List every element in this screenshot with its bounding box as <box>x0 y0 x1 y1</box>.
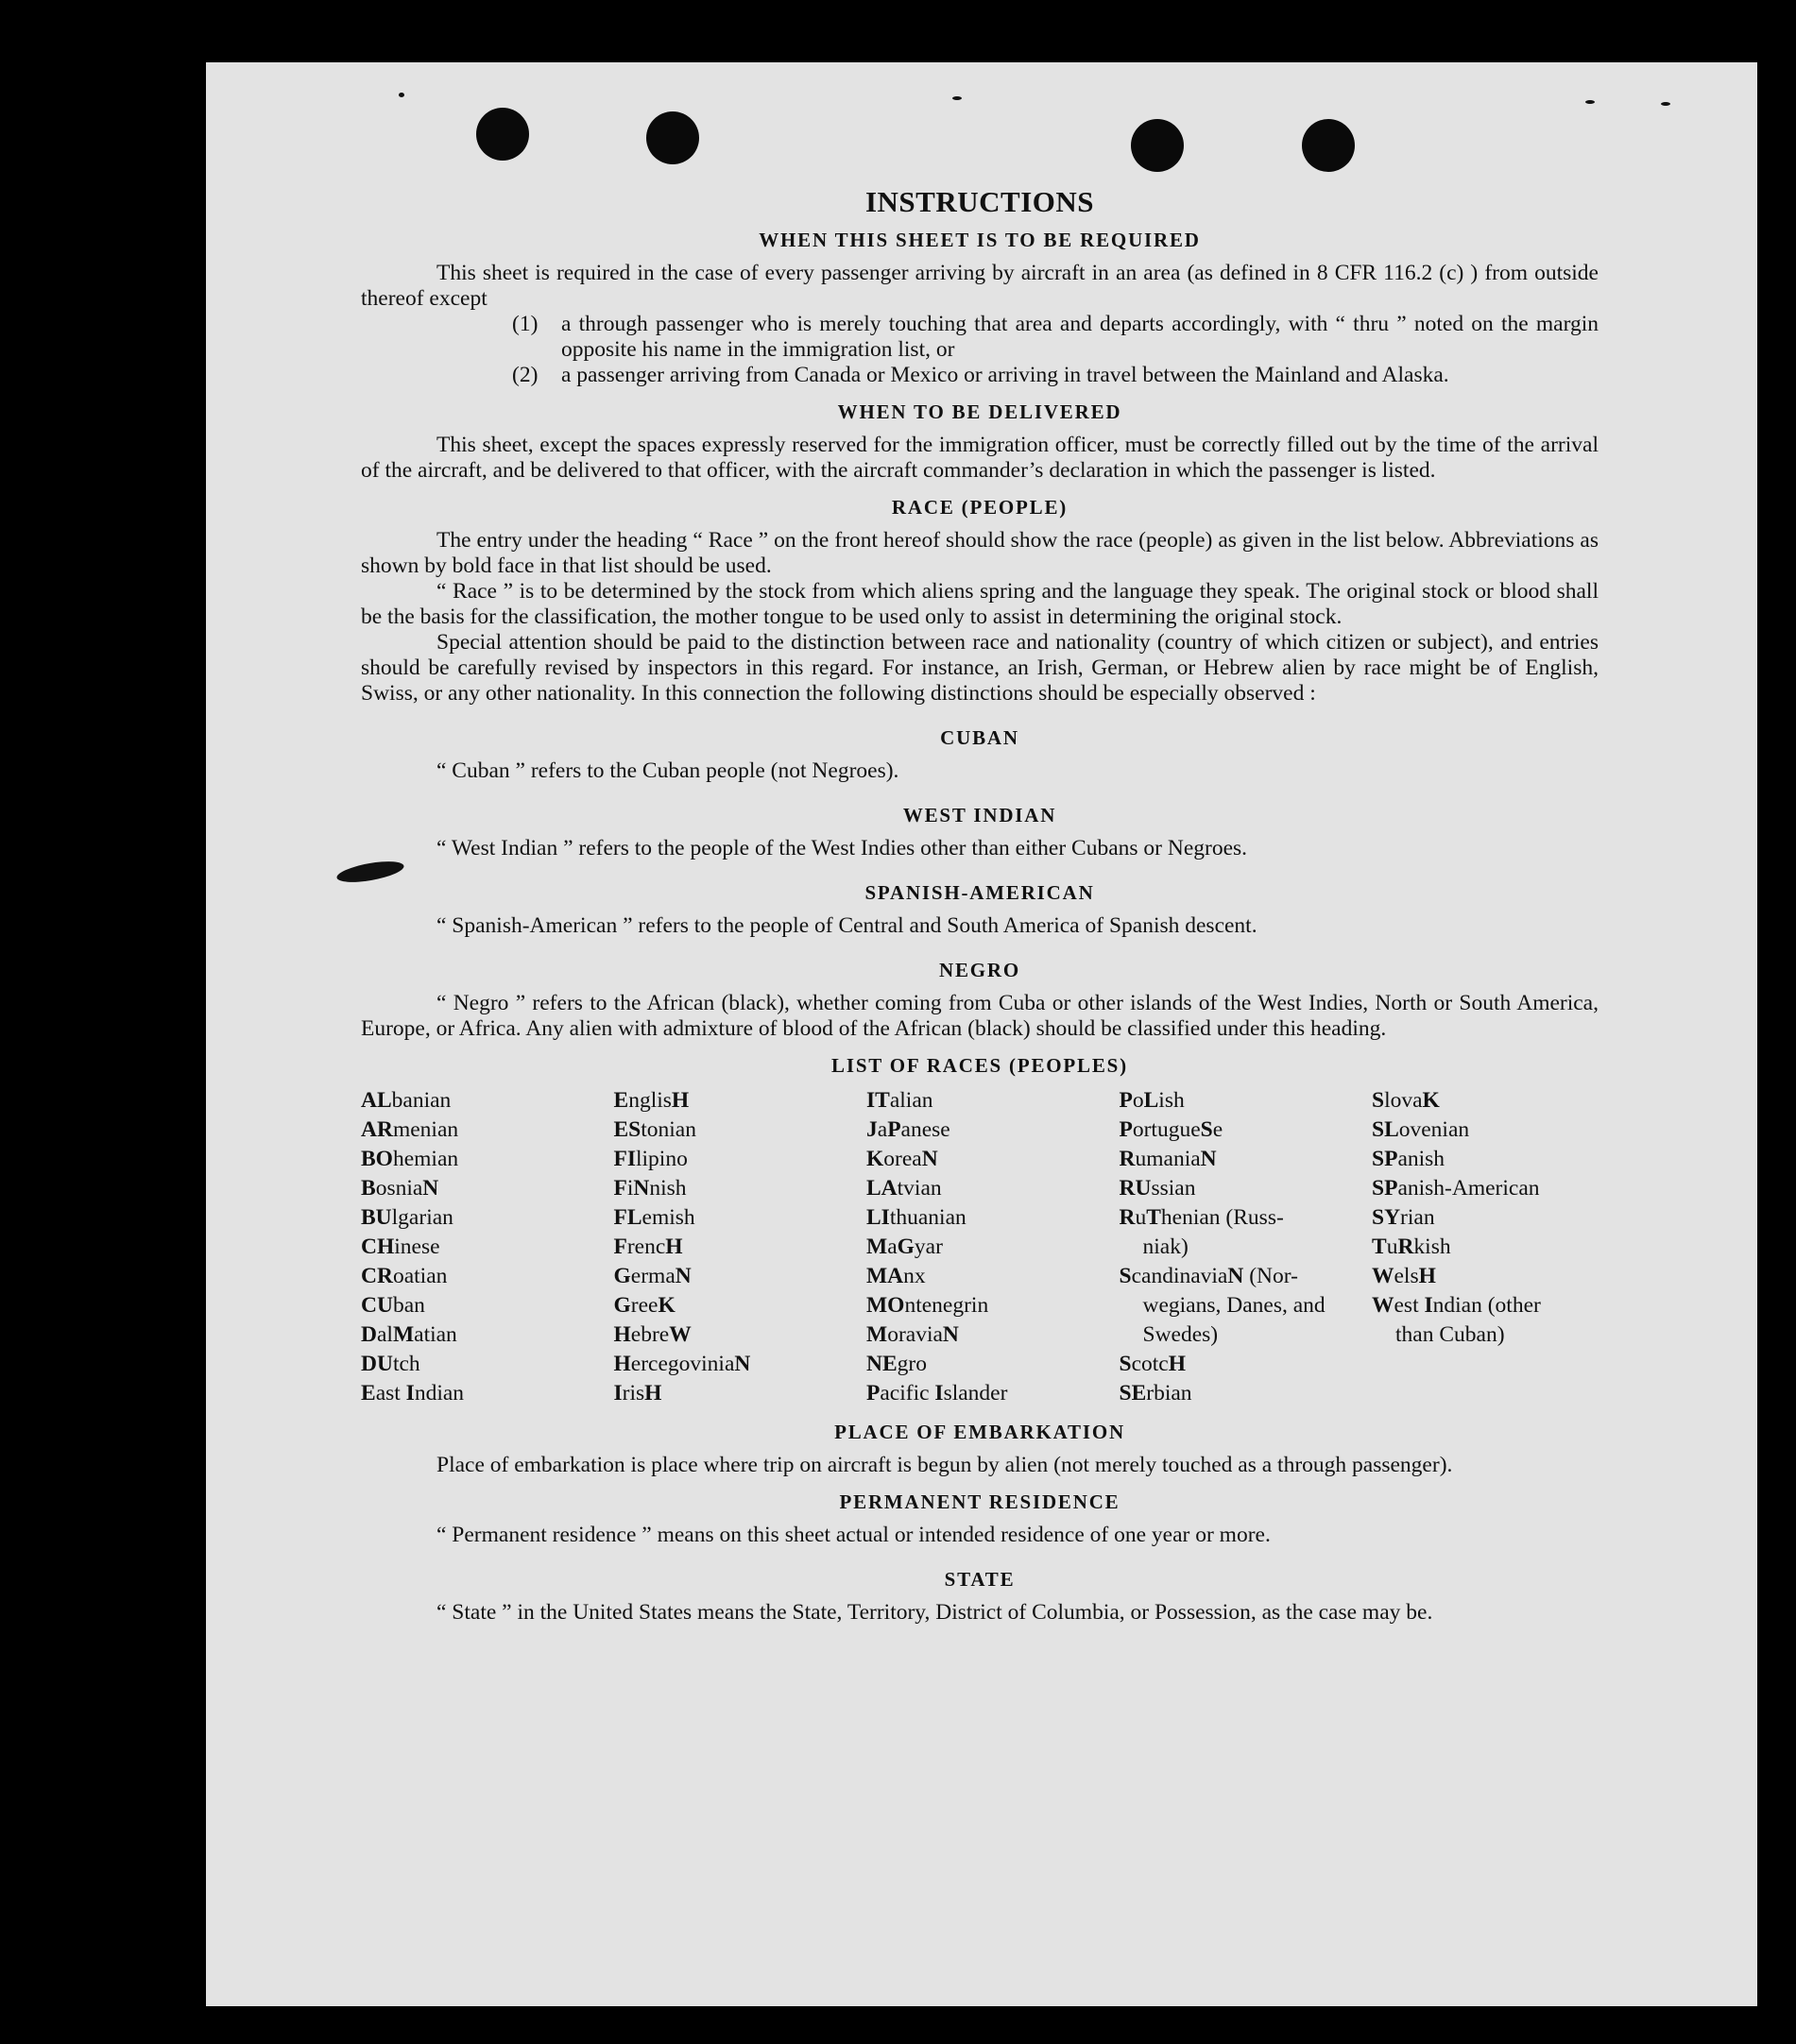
race-abbreviation: M <box>392 1322 415 1347</box>
race-name-part: menian <box>392 1117 459 1142</box>
race-name-part: kish <box>1413 1235 1451 1259</box>
permanent-residence-text: “ Permanent residence ” means on this sheet actual or intended residence of one year or more. <box>436 1523 1271 1547</box>
race-abbreviation: AR <box>361 1117 393 1142</box>
race-abbreviation: P <box>887 1117 901 1142</box>
race-entry <box>866 1379 1093 1408</box>
race-entry <box>361 1350 588 1379</box>
race-abbreviation: FI <box>613 1147 636 1171</box>
race-abbreviation: BU <box>361 1205 392 1230</box>
races-column <box>361 1086 588 1408</box>
punch-hole <box>1302 119 1355 172</box>
race-name-part: ebre <box>630 1322 670 1347</box>
race-abbreviation: AL <box>361 1088 392 1113</box>
race-abbreviation: W <box>1372 1293 1394 1318</box>
race-abbreviation: MO <box>866 1293 905 1318</box>
ink-speck <box>1661 102 1670 106</box>
race-name-part: ovenian <box>1398 1117 1470 1142</box>
race-abbreviation: K <box>1422 1088 1440 1113</box>
race-entry <box>614 1262 841 1291</box>
race-abbreviation: B <box>361 1176 376 1201</box>
exception-item <box>512 363 1599 388</box>
race-abbreviation: CU <box>361 1293 393 1318</box>
race-abbreviation: P <box>866 1381 881 1405</box>
race-entry <box>866 1320 1093 1350</box>
exception-item <box>512 312 1599 363</box>
race-name-part: alian <box>889 1088 933 1113</box>
race-entry <box>866 1233 1093 1262</box>
race-name-part: (Nor- <box>1243 1264 1298 1288</box>
exception-number: (2) <box>512 363 539 387</box>
race-name-part: nish <box>649 1176 687 1201</box>
embarkation-text: Place of embarkation is place where trip on aircraft is begun by alien (not merely touched as a through passenger). <box>436 1453 1453 1477</box>
race-name-part: ban <box>392 1293 425 1318</box>
race-entry <box>614 1116 841 1145</box>
race-name-part: u <box>1386 1235 1398 1259</box>
race-abbreviation: IT <box>866 1088 890 1113</box>
race-entry <box>614 1174 841 1203</box>
race-abbreviation: SP <box>1372 1176 1398 1201</box>
race-entry <box>361 1086 588 1116</box>
race-abbreviation: P <box>1119 1117 1133 1142</box>
race-abbreviation: K <box>658 1293 676 1318</box>
race-abbreviation: N <box>921 1147 938 1171</box>
race-abbreviation: N <box>675 1264 692 1288</box>
race-name-part: anese <box>900 1117 950 1142</box>
races-column <box>1372 1086 1599 1408</box>
race-name-part: candinavia <box>1131 1264 1228 1288</box>
races-column <box>1120 1086 1346 1408</box>
race-name-part: ntenegrin <box>904 1293 989 1318</box>
race-abbreviation: F <box>613 1176 627 1201</box>
race-name-part: oatian <box>392 1264 448 1288</box>
race-entry <box>866 1350 1093 1379</box>
race-abbreviation: T <box>1372 1235 1387 1259</box>
race-entry <box>1120 1350 1346 1379</box>
race-entry <box>614 1203 841 1233</box>
ink-speck <box>952 96 962 100</box>
race-entry <box>1372 1174 1599 1203</box>
punch-hole <box>476 108 529 161</box>
race-abbreviation: FL <box>613 1205 642 1230</box>
race-abbreviation: W <box>1372 1264 1394 1288</box>
race-name-part: hemian <box>392 1147 459 1171</box>
race-entry <box>614 1233 841 1262</box>
race-abbreviation: CR <box>361 1264 393 1288</box>
heading-permanent-residence: PERMANENT RESIDENCE <box>839 1490 1120 1513</box>
race-abbreviation: E <box>361 1381 376 1405</box>
instructions-content <box>361 185 1599 1626</box>
ink-speck <box>1585 100 1595 104</box>
race-name-part: ris <box>622 1381 645 1405</box>
race-name-part: oravia <box>887 1322 943 1347</box>
race-entry <box>1120 1174 1346 1203</box>
races-column <box>866 1086 1093 1408</box>
race-abbreviation: DU <box>361 1352 393 1376</box>
heading-when-delivered: WHEN TO BE DELIVERED <box>837 400 1122 423</box>
race-entry <box>1372 1086 1599 1116</box>
heading-embarkation: PLACE OF EMBARKATION <box>834 1421 1125 1443</box>
race-abbreviation: S <box>1200 1117 1213 1142</box>
race-entry <box>1372 1291 1599 1350</box>
race-name-part: gro <box>897 1352 927 1376</box>
race-name-part: rian <box>1400 1205 1435 1230</box>
race-name-part: banian <box>391 1088 452 1113</box>
race-abbreviation: S <box>1119 1352 1132 1376</box>
race-entry <box>1120 1203 1346 1262</box>
race-abbreviation: I <box>613 1381 623 1405</box>
race-entry <box>361 1174 588 1203</box>
page-title: INSTRUCTIONS <box>864 185 1094 218</box>
race-abbreviation: R <box>1397 1235 1414 1259</box>
race-paragraph-2: “ Race ” is to be determined by the stock from which aliens spring and the language they speak. The original stock or blood shall be the basis for the classification, the mother tongue to be used only to assist in determining the original stock. <box>361 579 1599 629</box>
heading-spanish-american: SPANISH-AMERICAN <box>864 881 1095 904</box>
race-abbreviation: E <box>613 1088 629 1113</box>
race-abbreviation: LI <box>866 1205 890 1230</box>
race-name-part: e <box>1212 1117 1223 1142</box>
race-abbreviation: T <box>1146 1205 1161 1230</box>
race-name-part: u <box>1135 1205 1147 1230</box>
race-entry <box>614 1379 841 1408</box>
race-entry <box>866 1174 1093 1203</box>
race-abbreviation: H <box>1168 1352 1186 1376</box>
race-name-part: a <box>887 1235 898 1259</box>
race-entry <box>1372 1233 1599 1262</box>
race-name-part: els <box>1394 1264 1419 1288</box>
race-abbreviation: N <box>1200 1147 1217 1171</box>
race-name-continuation: than Cuban) <box>1395 1322 1505 1347</box>
race-abbreviation: F <box>613 1235 627 1259</box>
race-name-part: ndian (other <box>1432 1293 1541 1318</box>
race-entry <box>614 1145 841 1174</box>
race-name-part: henian (Russ- <box>1160 1205 1284 1230</box>
race-abbreviation: J <box>866 1117 878 1142</box>
race-entry <box>1372 1203 1599 1233</box>
race-entry <box>361 1116 588 1145</box>
race-abbreviation: L <box>1143 1088 1159 1113</box>
race-abbreviation: H <box>1418 1264 1436 1288</box>
race-abbreviation: ES <box>613 1117 641 1142</box>
race-name-part: tonian <box>641 1117 696 1142</box>
race-abbreviation: SP <box>1372 1147 1398 1171</box>
state-text: “ State ” in the United States means the State, Territory, District of Columbia, or Possession, as the case may be. <box>436 1600 1433 1625</box>
race-entry <box>866 1291 1093 1320</box>
race-paragraph-1: The entry under the heading “ Race ” on the front hereof should show the race (people) as given in the list below. Abbreviations as shown by bold face in that list should be used. <box>361 528 1599 578</box>
race-name-part: nglis <box>628 1088 672 1113</box>
race-name-part: renc <box>626 1235 666 1259</box>
race-name-part: al <box>376 1322 393 1347</box>
race-abbreviation: D <box>361 1322 377 1347</box>
race-paragraph-3: Special attention should be paid to the distinction between race and nationality (country of which citizen or subject), and entries should be carefully revised by inspectors in this regard. For instance, an Irish, German, or Hebrew alien by race might be of English, Swiss, or any other nationality. In this connection the following distinctions should be especially observed : <box>361 630 1599 706</box>
race-name-part: ree <box>630 1293 659 1318</box>
race-abbreviation: H <box>665 1235 683 1259</box>
race-abbreviation: H <box>644 1381 662 1405</box>
race-entry <box>866 1116 1093 1145</box>
race-abbreviation: SY <box>1372 1205 1401 1230</box>
west-indian-text: “ West Indian ” refers to the people of the West Indies other than either Cubans or Negroes. <box>436 836 1248 860</box>
race-name-part: thuanian <box>889 1205 966 1230</box>
race-entry <box>361 1145 588 1174</box>
race-name-part: erma <box>630 1264 676 1288</box>
race-entry <box>361 1233 588 1262</box>
race-abbreviation: H <box>671 1088 690 1113</box>
race-entry <box>1372 1145 1599 1174</box>
exception-text: a passenger arriving from Canada or Mexico or arriving in travel between the Mainland and Alaska. <box>561 363 1449 387</box>
ink-speck <box>399 93 404 97</box>
negro-text: “ Negro ” refers to the African (black), whether coming from Cuba or other islands of the West Indies, North or South America, Europe, or Africa. Any alien with admixture of blood of the African (black) should be classified under this heading. <box>361 991 1599 1041</box>
race-entry <box>1120 1379 1346 1408</box>
race-name-part: i <box>626 1176 634 1201</box>
race-name-part: anish <box>1397 1147 1445 1171</box>
race-entry <box>361 1291 588 1320</box>
race-entry <box>1372 1262 1599 1291</box>
race-entry <box>361 1379 588 1408</box>
race-abbreviation: R <box>1119 1147 1136 1171</box>
race-abbreviation: G <box>613 1293 631 1318</box>
race-abbreviation: W <box>669 1322 692 1347</box>
race-name-part: est <box>1394 1293 1425 1318</box>
race-abbreviation: BO <box>361 1147 393 1171</box>
race-name-part: tvian <box>897 1176 942 1201</box>
race-abbreviation: M <box>866 1322 888 1347</box>
race-abbreviation: N <box>1227 1264 1244 1288</box>
race-name-part: tch <box>392 1352 420 1376</box>
race-entry <box>866 1086 1093 1116</box>
race-name-part: umania <box>1135 1147 1201 1171</box>
race-name-part: rbian <box>1146 1381 1192 1405</box>
race-name-part: inese <box>394 1235 440 1259</box>
race-name-part: nx <box>903 1264 926 1288</box>
heading-race: RACE (PEOPLE) <box>891 496 1069 519</box>
punch-hole <box>1131 119 1184 172</box>
race-abbreviation: N <box>633 1176 650 1201</box>
race-abbreviation: N <box>734 1352 751 1376</box>
race-name-part: atian <box>414 1322 457 1347</box>
punch-hole <box>646 111 699 164</box>
exception-text: a through passenger who is merely touching that area and departs accordingly, with “ thru ” noted on the margin opposite his name in the immigration list, or <box>561 312 1599 362</box>
race-name-part: emish <box>641 1205 695 1230</box>
race-entry <box>614 1320 841 1350</box>
race-name-part: ortugue <box>1132 1117 1201 1142</box>
race-name-part: o <box>1132 1088 1144 1113</box>
race-name-part: ndian <box>414 1381 465 1405</box>
race-abbreviation: SE <box>1119 1381 1147 1405</box>
races-column <box>614 1086 841 1408</box>
race-abbreviation: SL <box>1372 1117 1399 1142</box>
heading-negro: NEGRO <box>938 959 1020 981</box>
race-name-part: orea <box>883 1147 922 1171</box>
when-delivered-text: This sheet, except the spaces expressly reserved for the immigration officer, must be correctly filled out by the time of the arrival of the aircraft, and be delivered to that officer, with the aircraft commander’s declaration in which the passenger is listed. <box>361 433 1599 483</box>
race-abbreviation: R <box>1119 1205 1136 1230</box>
race-name-part: yar <box>914 1235 943 1259</box>
race-entry <box>614 1291 841 1320</box>
spanish-american-text: “ Spanish-American ” refers to the people of Central and South America of Spanish descent. <box>436 913 1257 938</box>
race-name-part: slander <box>943 1381 1008 1405</box>
race-entry <box>1372 1116 1599 1145</box>
race-abbreviation: CH <box>361 1235 395 1259</box>
race-abbreviation: H <box>613 1322 631 1347</box>
cuban-text: “ Cuban ” refers to the Cuban people (not Negroes). <box>436 758 899 783</box>
race-entry <box>1120 1116 1346 1145</box>
race-abbreviation: LA <box>866 1176 898 1201</box>
race-name-part: cotc <box>1131 1352 1169 1376</box>
when-required-intro: This sheet is required in the case of every passenger arriving by aircraft in an area (as defined in 8 CFR 116.2 (c) ) from outside thereof except <box>361 261 1599 311</box>
race-name-part: lipino <box>636 1147 688 1171</box>
race-abbreviation: M <box>866 1235 888 1259</box>
race-abbreviation: I <box>405 1381 415 1405</box>
heading-west-indian: WEST INDIAN <box>902 804 1057 826</box>
race-abbreviation: MA <box>866 1264 904 1288</box>
race-abbreviation: H <box>613 1352 631 1376</box>
race-entry <box>866 1203 1093 1233</box>
race-name-continuation: wegians, Danes, and Swedes) <box>1142 1293 1326 1347</box>
race-name-part: ssian <box>1151 1176 1196 1201</box>
race-abbreviation: N <box>942 1322 959 1347</box>
race-name-part: ish <box>1158 1088 1185 1113</box>
heading-state: STATE <box>944 1568 1016 1591</box>
heading-cuban: CUBAN <box>940 726 1019 749</box>
race-name-part: lgarian <box>391 1205 453 1230</box>
race-name-part: ast <box>375 1381 406 1405</box>
race-entry <box>866 1262 1093 1291</box>
race-abbreviation: NE <box>866 1352 898 1376</box>
race-abbreviation: G <box>897 1235 915 1259</box>
race-entry <box>361 1203 588 1233</box>
race-abbreviation: N <box>422 1176 439 1201</box>
race-entry <box>1120 1145 1346 1174</box>
race-abbreviation: P <box>1119 1088 1133 1113</box>
race-abbreviation: RU <box>1119 1176 1152 1201</box>
race-name-part: a <box>877 1117 888 1142</box>
race-name-part: osnia <box>375 1176 423 1201</box>
race-entry <box>614 1086 841 1116</box>
race-name-continuation: niak) <box>1142 1235 1189 1259</box>
race-abbreviation: S <box>1119 1264 1132 1288</box>
race-abbreviation: I <box>934 1381 944 1405</box>
race-entry <box>1120 1262 1346 1350</box>
heading-list-of-races: LIST OF RACES (PEOPLES) <box>831 1054 1128 1077</box>
race-abbreviation: G <box>613 1264 631 1288</box>
race-abbreviation: I <box>1424 1293 1433 1318</box>
heading-when-required: WHEN THIS SHEET IS TO BE REQUIRED <box>759 229 1201 251</box>
race-entry <box>1120 1086 1346 1116</box>
race-abbreviation: K <box>866 1147 884 1171</box>
race-name-part: lova <box>1384 1088 1423 1113</box>
race-entry <box>866 1145 1093 1174</box>
race-entry <box>614 1350 841 1379</box>
race-abbreviation: S <box>1372 1088 1385 1113</box>
race-name-part: ercegovinia <box>630 1352 735 1376</box>
exception-number: (1) <box>512 312 539 336</box>
race-name-part: anish-American <box>1397 1176 1540 1201</box>
race-entry <box>361 1262 588 1291</box>
race-entry <box>361 1320 588 1350</box>
race-name-part: acific <box>880 1381 935 1405</box>
races-list <box>361 1086 1599 1408</box>
